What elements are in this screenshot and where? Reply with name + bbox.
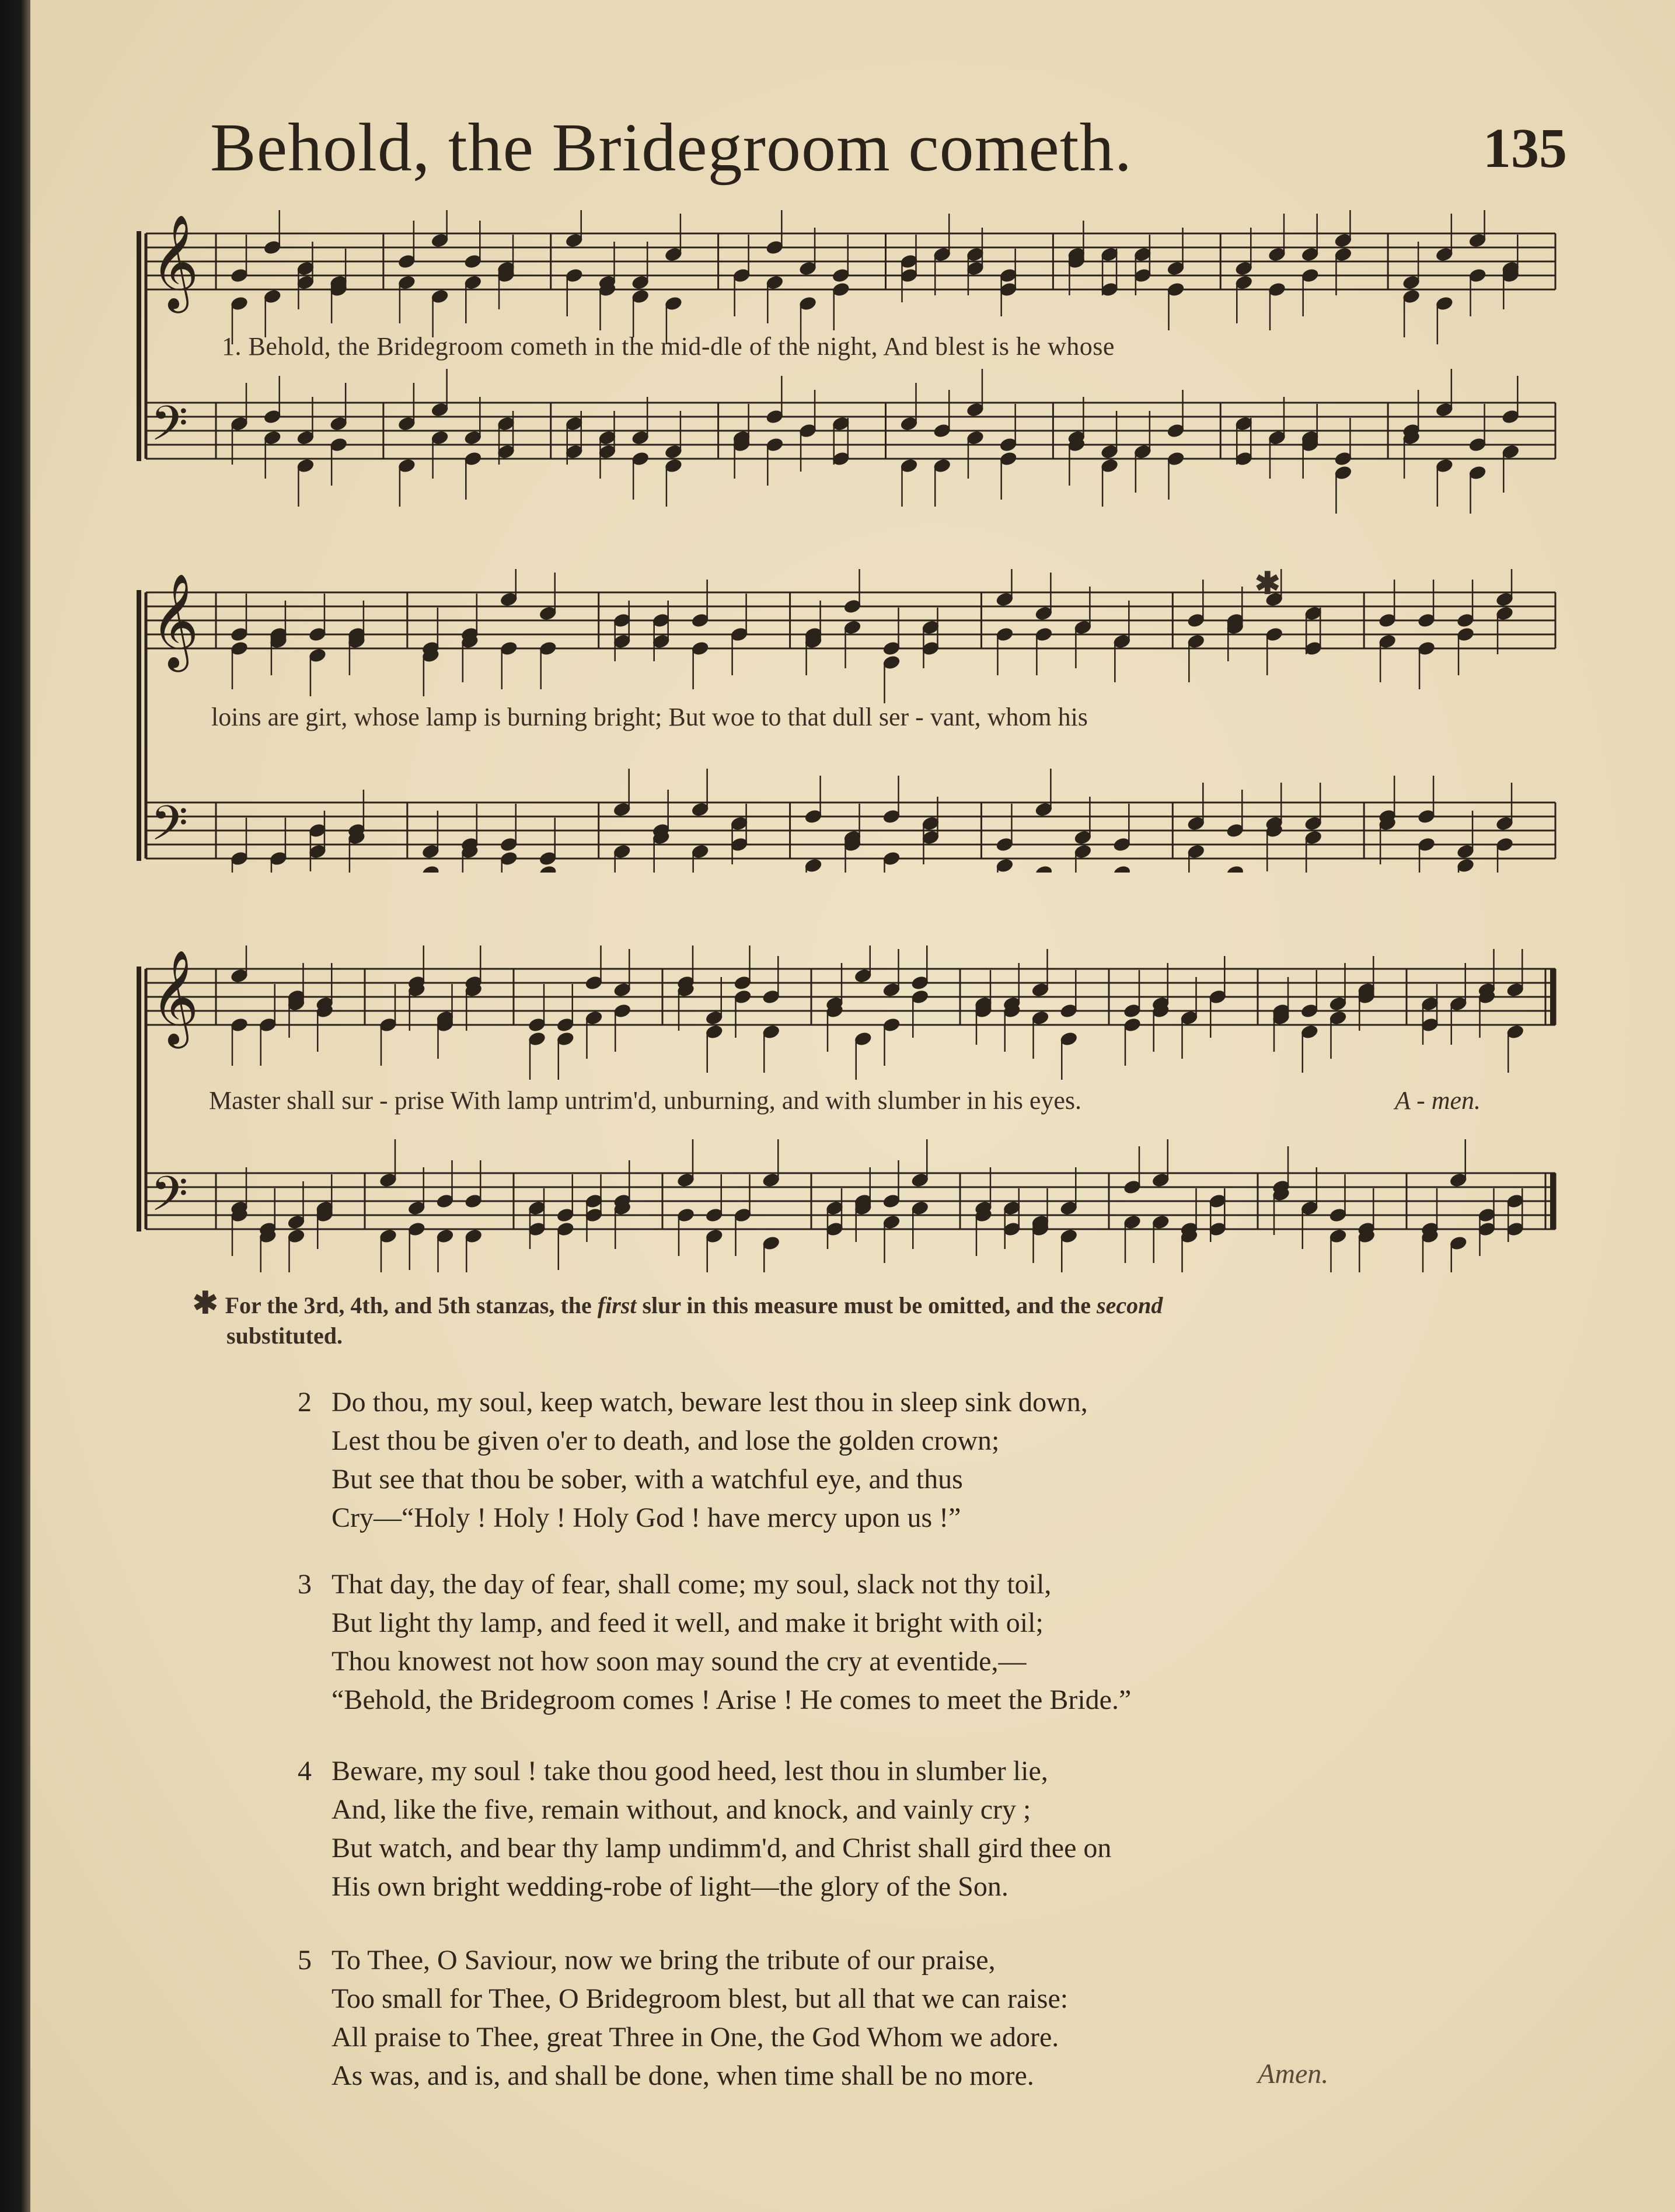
svg-text:𝄞: 𝄞 xyxy=(151,950,199,1045)
footnote-marker: ✱ xyxy=(1255,567,1280,601)
lyrics-amen: A - men. xyxy=(1395,1086,1481,1115)
svg-text:𝄞: 𝄞 xyxy=(151,214,199,309)
stanza-2: 2 Do thou, my soul, keep watch, beware lest thou in sleep sink down, Lest thou be given o'er to death, and lose the golden crown; But see that thou be sober, with a watchful eye, and thus Cry—“Holy ! Holy ! Holy God ! have mercy upon us !” xyxy=(298,1387,1088,1533)
page-number: 135 xyxy=(1483,117,1567,179)
music-system-1 xyxy=(0,210,1675,514)
svg-text:𝄢: 𝄢 xyxy=(151,795,189,863)
stanza-4: 4 Beware, my soul ! take thou good heed, lest thou in slumber lie, And, like the five, remain without, and knock, and vainly cry ; But watch, and bear thy lamp undimm'd, and Christ shall gird thee on His own bright wedding-robe of light—the glory of the Son. xyxy=(298,1756,1112,1902)
hymn-title: Behold, the Bridegroom cometh. xyxy=(210,109,1133,186)
lyrics-line-3: Master shall sur - prise With lamp untrim'd, unburning, and with slumber in his eyes. xyxy=(209,1086,1082,1115)
lyrics-line-2: loins are girt, whose lamp is burning bright; But woe to that dull ser - vant, whom his xyxy=(211,703,1088,731)
lyrics-line-1: 1. Behold, the Bridegroom cometh in the mid-dle of the night, And blest is he whose xyxy=(222,332,1115,361)
svg-text:𝄢: 𝄢 xyxy=(151,1166,189,1234)
footnote-star: ✱ xyxy=(193,1287,218,1320)
svg-text:𝄞: 𝄞 xyxy=(151,573,199,668)
footnote: ✱ For the 3rd, 4th, and 5th stanzas, the first slur in this measure must be omitted, and the second substituted. xyxy=(193,1287,1163,1349)
svg-text:𝄢: 𝄢 xyxy=(151,395,189,463)
stanza-5: 5 To Thee, O Saviour, now we bring the tribute of our praise, Too small for Thee, O Bridegroom blest, but all that we can raise: All praise to Thee, great Three in One, the God Whom we adore. As was, and is, and shall be done, when time shall be no more. xyxy=(298,1945,1069,2091)
stanza-3: 3 That day, the day of fear, shall come; my soul, slack not thy toil, But light thy lamp, and feed it well, and make it bright with oil; Thou knowest not how soon may sound the cry at eventide,— “Behold, the Bridegroom comes ! Arise ! He comes to meet the Bride.” xyxy=(298,1569,1132,1715)
stanza-5-amen: Amen. xyxy=(1258,2059,1329,2089)
